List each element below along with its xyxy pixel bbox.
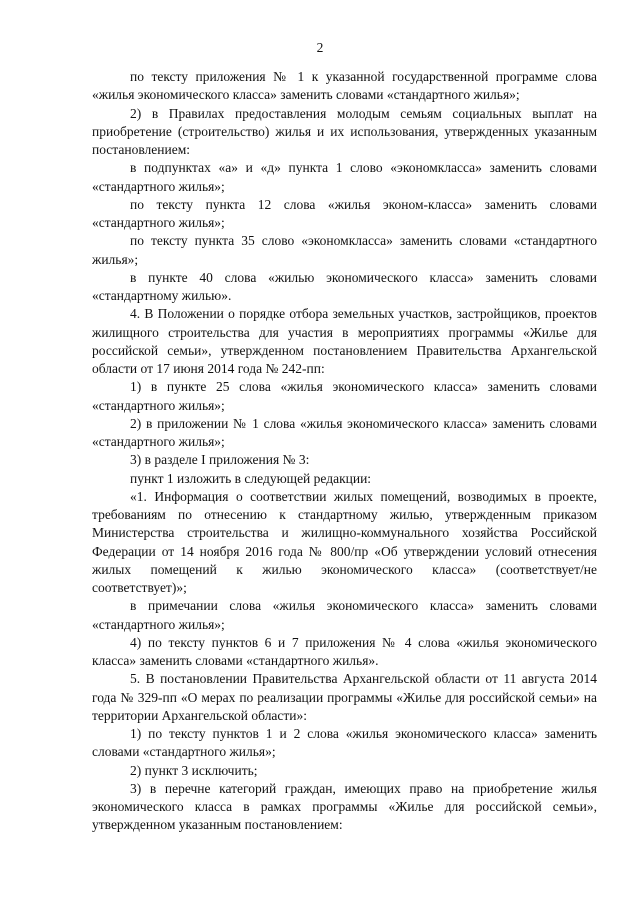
- paragraph: 1) по тексту пунктов 1 и 2 слова «жилья экономического класса» заменить словами «стандартного жилья»;: [92, 726, 597, 760]
- paragraph: в подпунктах «а» и «д» пункта 1 слово «экономкласса» заменить словами «стандартного жилья»;: [92, 160, 597, 194]
- paragraph: 4. В Положении о порядке отбора земельных участков, застройщиков, проектов жилищного строительства для участия в мероприятиях программы «Жилье для российской семьи», утвержденном постановлением Правительства Архангельской области от 17 июня 2014 года № 242-пп:: [92, 306, 597, 376]
- page-number: 2: [316, 40, 324, 55]
- paragraph: 2) пункт 3 исключить;: [130, 762, 258, 778]
- paragraph: 1) в пункте 25 слова «жилья экономического класса» заменить словами «стандартного жилья»;: [92, 379, 597, 413]
- paragraph: 3) в разделе I приложения № 3:: [130, 452, 310, 468]
- paragraph: 4) по тексту пунктов 6 и 7 приложения № 4 слова «жилья экономического класса» заменить словами «стандартного жилья».: [92, 634, 597, 668]
- paragraph: 5. В постановлении Правительства Архангельской области от 11 августа 2014 года № 329-пп «О мерах по реализации программы «Жилье для российской семьи» на территории Архангельской области»:: [92, 671, 597, 723]
- paragraph: 2) в приложении № 1 слова «жилья экономического класса» заменить словами «стандартного жилья»;: [92, 415, 597, 449]
- paragraph: пункт 1 изложить в следующей редакции:: [130, 470, 372, 486]
- paragraph: по тексту приложения № 1 к указанной государственной программе слова «жилья экономического класса» заменить словами «стандартного жилья»;: [92, 69, 597, 103]
- paragraph: по тексту пункта 12 слова «жилья эконом-класса» заменить словами «стандартного жилья»;: [92, 196, 597, 230]
- paragraph: в пункте 40 слова «жилью экономического класса» заменить словами «стандартному жилью».: [92, 269, 597, 303]
- paragraph: «1. Информация о соответствии жилых помещений, возводимых в проекте, требованиям по отнесению к стандартному жилью, утвержденным приказом Министерства строительства и жилищно-коммунального хозяйства Российской Федерации от 14 ноября 2016 года № 800/пр «Об утверждении условий отнесения жилых помещений к жилью экономического класса» (соответствует/не соответствует)»;: [92, 488, 597, 595]
- paragraph: по тексту пункта 35 слово «экономкласса» заменить словами «стандартного жилья»;: [92, 233, 597, 267]
- paragraph: в примечании слова «жилья экономического класса» заменить словами «стандартного жилья»;: [92, 598, 597, 632]
- document-body: [92, 68, 597, 835]
- paragraph: 3) в перечне категорий граждан, имеющих право на приобретение жилья экономического класса в рамках программы «Жилье для российской семьи», утвержденном указанным постановлением:: [92, 780, 597, 833]
- paragraph: 2) в Правилах предоставления молодым семьям социальных выплат на приобретение (строительство) жилья и их использования, утвержденных указанным постановлением:: [92, 105, 597, 157]
